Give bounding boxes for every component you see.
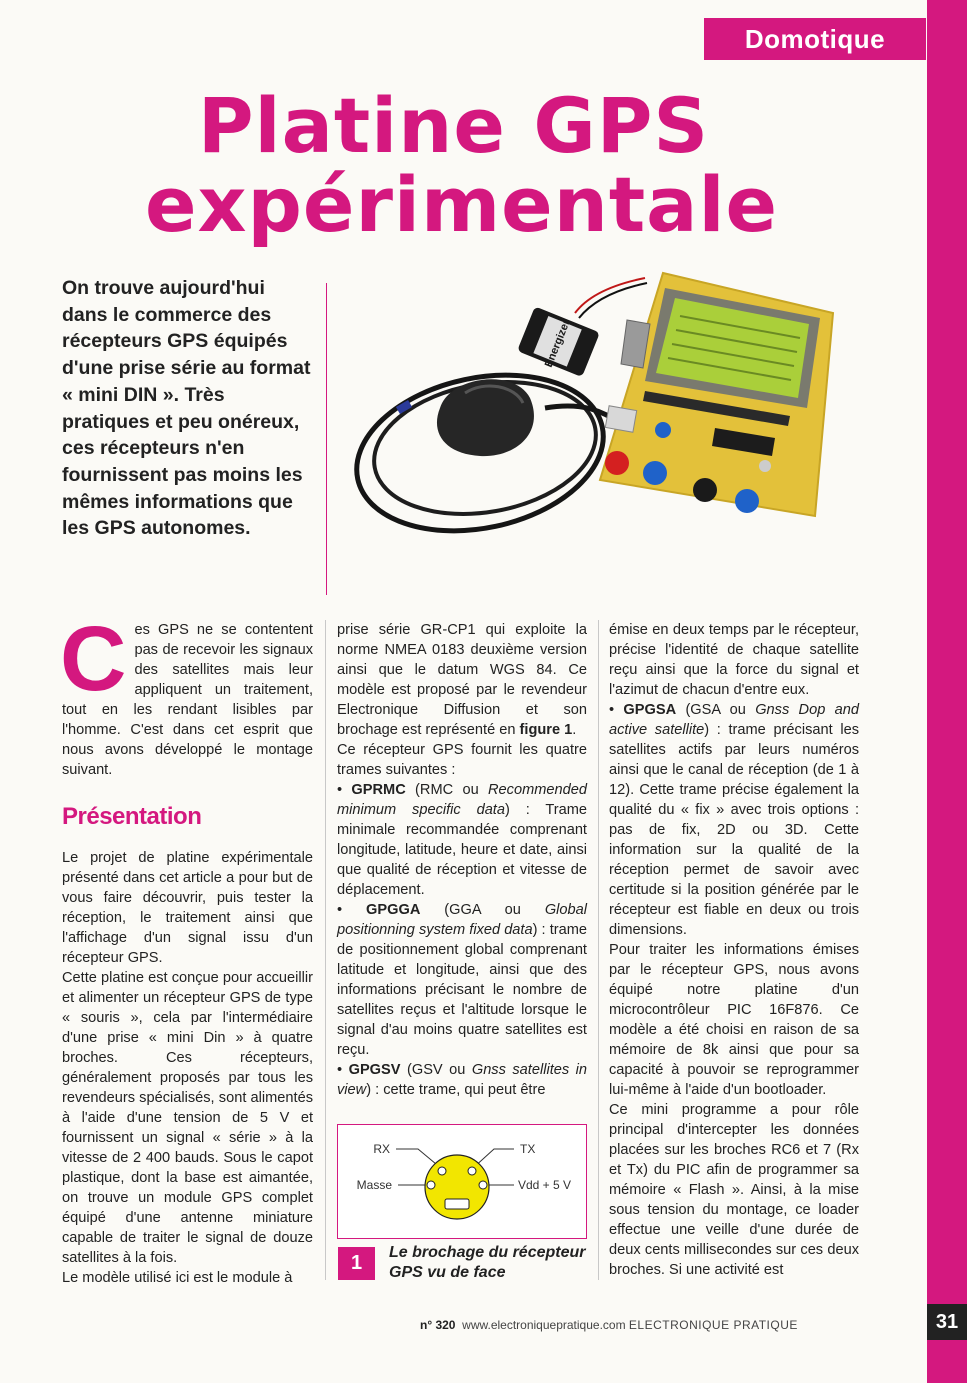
battery-brand-label: Energizer xyxy=(542,318,573,370)
bullet-gpgsv: • GPGSV (GSV ou Gnss satellites in view) : cette trame, qui peut être xyxy=(337,1062,587,1098)
article-title-line-2: expérimentale xyxy=(144,160,779,249)
text-column-1 xyxy=(60,608,313,1288)
paragraph: Cette platine est conçue pour accueillir et alimenter un récepteur GPS de type « souris », cela par l'intermédiaire d'une prise « mini Din » à quatre broches. Ces récepteurs, généralement proposés par tous les revendeurs spécialisés, sont alimentés à l'aide d'une tension de 5 V et fournissent un signal « série » à la vitesse de 2 400 bauds. Sous le capot plastique, dont la base est aimantée, on trouve un module GPS complet équipé d'une antenne miniature capable de traiter le signal de douze satellites à la fois. xyxy=(62,970,313,1266)
magenta-edge-bar xyxy=(927,0,967,1383)
bullet-gprmc: • GPRMC (RMC ou Recommended minimum specific data) : Trame minimale recommandée comprenant longitude, latitude, heure et date, ainsi que qualité de réception et vitesse de déplacement. xyxy=(337,782,587,898)
text-column-3 xyxy=(609,620,859,1280)
website-url: www.electroniquepratique.com xyxy=(462,1318,626,1332)
paragraph: prise série GR-CP1 qui exploite la norme NMEA 0183 deuxième version ainsi que le datum WGS 84. Ce modèle est proposé par le revendeur Electronique Diffusion et son brochage est représenté en figure 1. xyxy=(337,622,587,738)
page-number: 31 xyxy=(927,1304,967,1340)
paragraph: Ce mini programme a pour rôle principal d'intercepter les données placées sur les broches RC6 et 7 (Rx et Tx) du PIC afin de programmer sa mémoire « Flash ». Ainsi, à la mise sous tension du montage, ce loader effectue une veille d'une durée de deux cents millisecondes sur ces deux broches. Si une activité est xyxy=(609,1102,859,1278)
pin-label-vdd: Vdd + 5 V xyxy=(518,1178,572,1192)
figure-number: 1 xyxy=(338,1247,375,1280)
section-heading-presentation: Présentation xyxy=(62,803,202,830)
page-footer xyxy=(420,1318,798,1332)
column-divider xyxy=(325,620,326,1280)
bullet-gpgsa: • GPGSA (GSA ou Gnss Dop and active satellite) : trame précisant les satellites actifs par leurs numéros ainsi que le canal de réception (de 1 à 12). Cette trame précise également la qualité du « fix » avec trois options : pas de fix, 2D ou 3D. Cette information sur la qualité de la réception permet de savoir avec certitude si la position générée par le récepteur est fiable en deux ou trois dimensions. xyxy=(609,702,859,938)
gps-board-photo xyxy=(345,258,845,558)
figure-caption: Le brochage du récepteur GPS vu de face xyxy=(389,1244,586,1281)
issue-number: n° 320 xyxy=(420,1318,456,1332)
paragraph: Le modèle utilisé ici est le module à xyxy=(62,1270,293,1286)
bullet-gpgga: • GPGGA (GGA ou Global positionning system fixed data) : trame de positionnement global comprenant latitude et longitude, ainsi que des informations précisant le nombre de satellites reçus et l'altitude lorsque le signal d'au moins quatre satellites est reçu. xyxy=(337,902,588,1058)
lead-divider xyxy=(326,283,327,595)
pin-label-rx: RX xyxy=(373,1142,390,1156)
drop-cap: C xyxy=(60,608,127,710)
article-title-line-1: Platine GPS xyxy=(197,81,710,170)
figure-1-pinout xyxy=(337,1124,587,1239)
paragraph: Ce récepteur GPS fournit les quatre trames suivantes : xyxy=(337,742,587,778)
magazine-name: ELECTRONIQUE PRATIQUE xyxy=(628,1318,798,1332)
pin-label-masse: Masse xyxy=(356,1178,392,1192)
article-lead: On trouve aujourd'hui dans le commerce des récepteurs GPS équipés d'une prise série au format « mini DIN ». Très pratiques et peu onéreux, ces récepteurs n'en fournissent pas moins les mêmes informations que les GPS autonomes. xyxy=(62,277,311,540)
column-divider xyxy=(598,620,599,1280)
pin-label-tx: TX xyxy=(520,1142,536,1156)
paragraph: émise en deux temps par le récepteur, précise l'identité de chaque satellite reçu ainsi que la force du signal et l'azimut de chacun d'entre eux. xyxy=(609,622,859,698)
section-rubric: Domotique xyxy=(704,18,926,60)
text-column-2 xyxy=(337,620,587,1100)
paragraph: Pour traiter les informations émises par le récepteur GPS, nous avons équipé notre platine d'un microcontrôleur PIC 16F876. Ce modèle a été choisi en raison de sa mémoire de 8k ainsi que pour sa capacité à pouvoir se reprogrammer lui-même à l'aide d'un bootloader. xyxy=(609,942,859,1098)
paragraph: Le projet de platine expérimentale présenté dans cet article a pour but de vous faire découvrir, puis tester la réception, le traitement ainsi que l'affichage d'un signal issu d'un récepteur GPS. xyxy=(62,850,313,966)
intro-paragraph: es GPS ne se contentent pas de recevoir les signaux des satellites mais leur appliquent un traitement, tout en les rendant lisibles par l'homme. C'est dans cet esprit que nous avons développé le montage suivant. xyxy=(62,622,313,778)
